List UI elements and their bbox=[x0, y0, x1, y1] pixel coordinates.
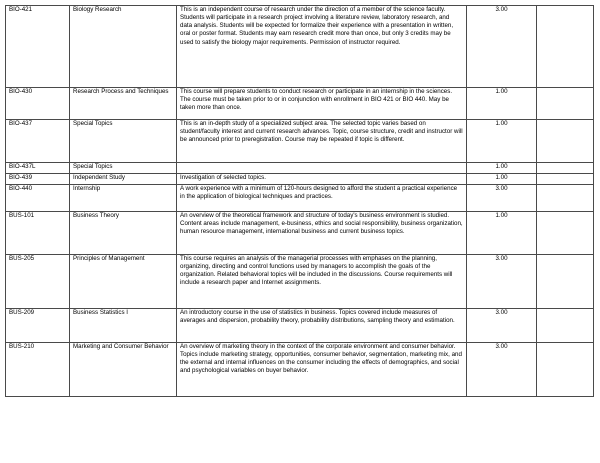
course-title: Internship bbox=[70, 185, 177, 212]
course-description: An overview of the theoretical framework and structure of today's business environment is studied. Content areas include management, e-business, ethics and social responsibility, business organization, human resource management, international business and current business topics. bbox=[177, 212, 467, 255]
course-description: This course will prepare students to conduct research or participate in an internship in the sciences. The course must be taken prior to or in conjunction with enrollment in BIO 421 or BIO 440. May be taken more than once. bbox=[177, 88, 467, 120]
course-credits: 1.00 bbox=[467, 212, 537, 255]
course-code: BUS-209 bbox=[6, 309, 70, 343]
course-code: BIO-437 bbox=[6, 120, 70, 163]
table-row bbox=[6, 185, 594, 212]
empty-cell bbox=[537, 255, 594, 309]
course-description: A work experience with a minimum of 120-hours designed to afford the student a practical experience in the application of biological techniques and practices. bbox=[177, 185, 467, 212]
course-code: BIO-437L bbox=[6, 163, 70, 174]
table-row bbox=[6, 255, 594, 309]
course-title: Special Topics bbox=[70, 163, 177, 174]
course-title: Special Topics bbox=[70, 120, 177, 163]
course-credits: 1.00 bbox=[467, 88, 537, 120]
empty-cell bbox=[537, 212, 594, 255]
course-description: An introductory course in the use of statistics in business. Topics covered include measures of averages and dispersion, probability theory, probability distributions, sampling theory and estimation. bbox=[177, 309, 467, 343]
table-row bbox=[6, 6, 594, 88]
course-title: Marketing and Consumer Behavior bbox=[70, 343, 177, 397]
course-credits: 1.00 bbox=[467, 163, 537, 174]
course-description: This course requires an analysis of the managerial processes with emphases on the planning, organizing, directing and control functions used by managers to accomplish the goals of the organization. Related behavioral topics will be included in the discussions. Course requirements will include a research paper and Internet assignments. bbox=[177, 255, 467, 309]
empty-cell bbox=[537, 88, 594, 120]
course-credits: 3.00 bbox=[467, 185, 537, 212]
course-code: BIO-430 bbox=[6, 88, 70, 120]
course-title: Business Theory bbox=[70, 212, 177, 255]
course-credits: 3.00 bbox=[467, 255, 537, 309]
table-row bbox=[6, 163, 594, 174]
empty-cell bbox=[537, 163, 594, 174]
empty-cell bbox=[537, 343, 594, 397]
table-row bbox=[6, 120, 594, 163]
course-description: This is an in-depth study of a specialized subject area. The selected topic varies based on student/faculty interest and current research advances. Topic, course structure, credit and instructor will be announced prior to preregistration. Course may be repeated if topic is different. bbox=[177, 120, 467, 163]
course-table bbox=[5, 5, 594, 397]
table-row bbox=[6, 174, 594, 185]
course-credits: 3.00 bbox=[467, 309, 537, 343]
course-description: Investigation of selected topics. bbox=[177, 174, 467, 185]
empty-cell bbox=[537, 120, 594, 163]
course-credits: 1.00 bbox=[467, 174, 537, 185]
course-code: BUS-210 bbox=[6, 343, 70, 397]
course-code: BIO-439 bbox=[6, 174, 70, 185]
table-row bbox=[6, 343, 594, 397]
table-row bbox=[6, 309, 594, 343]
table-row bbox=[6, 212, 594, 255]
course-code: BUS-205 bbox=[6, 255, 70, 309]
course-code: BUS-101 bbox=[6, 212, 70, 255]
course-credits: 3.00 bbox=[467, 343, 537, 397]
course-title: Research Process and Techniques bbox=[70, 88, 177, 120]
course-credits: 3.00 bbox=[467, 6, 537, 88]
course-code: BIO-440 bbox=[6, 185, 70, 212]
course-title: Independent Study bbox=[70, 174, 177, 185]
empty-cell bbox=[537, 309, 594, 343]
empty-cell bbox=[537, 174, 594, 185]
course-description bbox=[177, 163, 467, 174]
empty-cell bbox=[537, 185, 594, 212]
course-code: BIO-421 bbox=[6, 6, 70, 88]
empty-cell bbox=[537, 6, 594, 88]
course-description: An overview of marketing theory in the context of the corporate environment and consumer behavior. Topics include marketing strategy, opportunities, consumer behavior, segmentation, marketing mix, and the external and internal influences on the consumer including the effects of demographics, and social and psychological variables on buyer behavior. bbox=[177, 343, 467, 397]
table-row bbox=[6, 88, 594, 120]
course-title: Biology Research bbox=[70, 6, 177, 88]
course-credits: 1.00 bbox=[467, 120, 537, 163]
course-title: Principles of Management bbox=[70, 255, 177, 309]
course-title: Business Statistics I bbox=[70, 309, 177, 343]
course-description: This is an independent course of research under the direction of a member of the science faculty. Students will participate in a research project involving a literature review, laboratory research, and data analysis. Students will be expected for formalize their experience with a presentation in written, oral or poster format. Students may earn research credit more than once, but only 3 credits may be used to satisfy the biology major requirements. Permission of instructor required. bbox=[177, 6, 467, 88]
